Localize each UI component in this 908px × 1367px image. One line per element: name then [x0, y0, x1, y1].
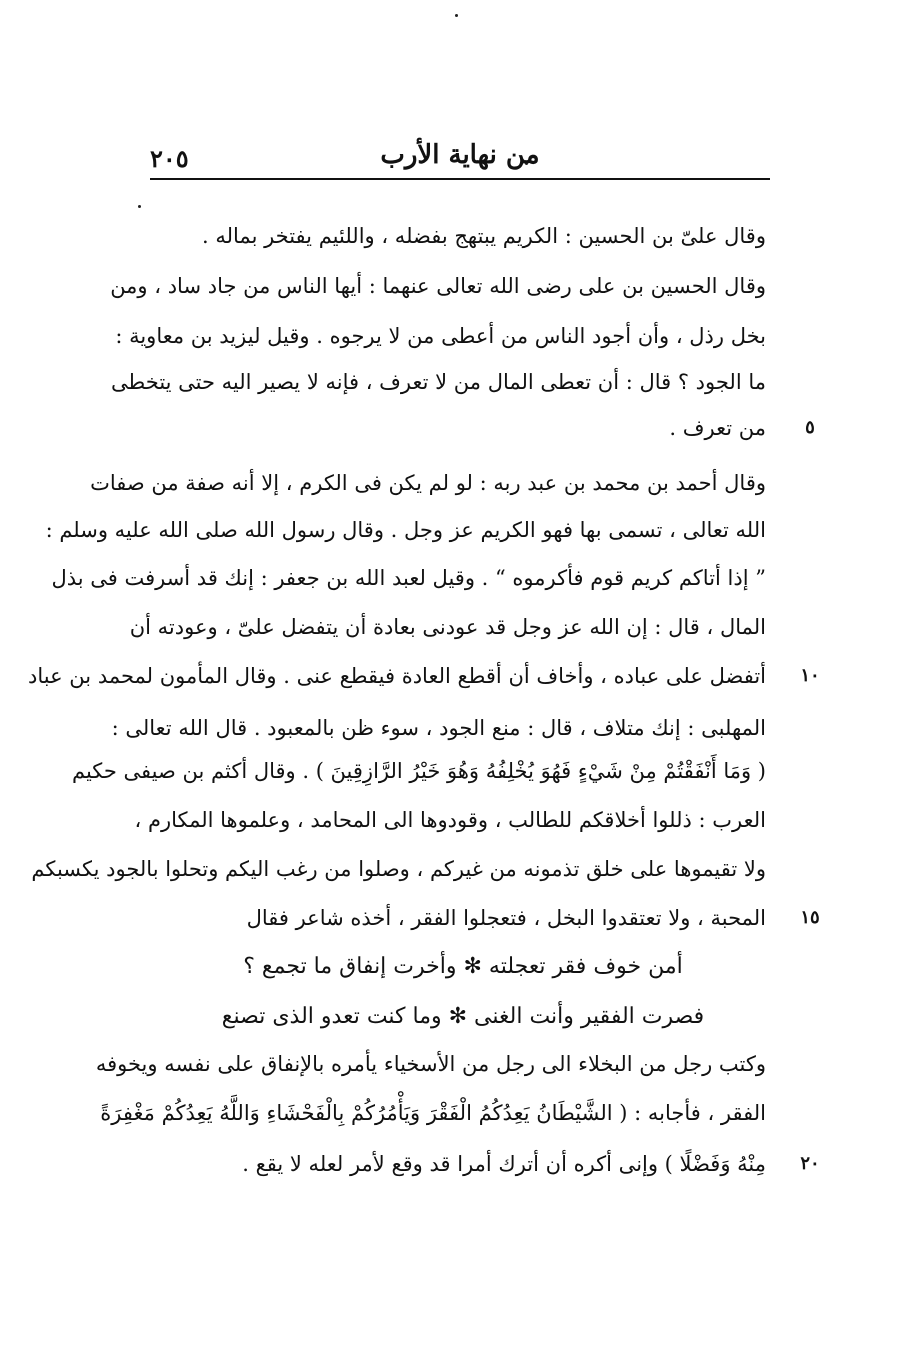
text-line: المال ، قال : إن الله عز وجل قد عودنى بعادة أن يتفضل علىّ ، وعودته أن: [129, 615, 766, 639]
text-line: المهلبى : إنك متلاف ، قال : منع الجود ، سوء ظن بالمعبود . قال الله تعالى :: [111, 716, 766, 740]
text-line: ما الجود ؟ قال : أن تعطى المال من لا تعرف ، فإنه لا يصير اليه حتى يتخطى: [111, 370, 766, 394]
text-line: ولا تقيموها على خلق تذمونه من غيركم ، وصلوا من رغب اليكم وتحلوا بالجود يكسبكم: [31, 857, 766, 881]
verse-line: أمن خوف فقر تعجلته ✻ وأخرت إنفاق ما تجمع ؟: [243, 954, 683, 979]
ink-speck: [138, 205, 141, 208]
text-line: وقال علىّ بن الحسين : الكريم يبتهج بفضله ، واللئيم يفتخر بماله .: [202, 224, 766, 248]
body-text: [28, 0, 766, 1367]
margin-line-number: ٥: [805, 417, 815, 438]
text-line: وقال الحسين بن على رضى الله تعالى عنهما : أيها الناس من جاد ساد ، ومن: [110, 274, 766, 298]
running-title: من نهاية الأرب: [380, 140, 540, 170]
text-line: وكتب رجل من البخلاء الى رجل من الأسخياء يأمره بالإنفاق على نفسه ويخوفه: [95, 1052, 766, 1076]
text-line: مِنْهُ وَفَضْلًا ) وإنى أكره أن أترك أمرا قد وقع لأمر لعله لا يقع .: [242, 1152, 766, 1176]
margin-line-number: ١٥: [800, 907, 820, 928]
text-line: أتفضل على عباده ، وأخاف أن أقطع العادة فيقطع عنى . وقال المأمون لمحمد بن عباد: [28, 664, 766, 688]
text-line: ” إذا أتاكم كريم قوم فأكرموه “ . وقيل لعبد الله بن جعفر : إنك قد أسرفت فى بذل: [51, 566, 766, 590]
page-number: ٢٠٥: [150, 144, 189, 173]
text-line: ( وَمَا أَنْفَقْتُمْ مِنْ شَيْءٍ فَهُوَ يُخْلِفُهُ وَهُوَ خَيْرُ الرَّازِقِينَ ) . وقال أكثم بن صيفى حكيم: [71, 759, 766, 783]
text-line: الله تعالى ، تسمى بها فهو الكريم عز وجل . وقال رسول الله صلى الله عليه وسلم :: [45, 518, 766, 542]
verse-line: فصرت الفقير وأنت الغنى ✻ وما كنت تعدو الذى تصنع: [221, 1004, 705, 1029]
margin-line-number: ٢٠: [800, 1153, 820, 1174]
text-line: العرب : ذللوا أخلاقكم للطالب ، وقودوها الى المحامد ، وعلموها المكارم ،: [134, 808, 766, 832]
text-line: الفقر ، فأجابه : ( الشَّيْطَانُ يَعِدُكُمُ الْفَقْرَ وَيَأْمُرُكُمْ بِالْفَحْشَاءِ وَاللَّهُ يَعِدُكُمْ مَغْفِرَةً: [100, 1101, 766, 1125]
text-line: المحبة ، ولا تعتقدوا البخل ، فتعجلوا الفقر ، أخذه شاعر فقال: [246, 906, 766, 930]
text-line: بخل رذل ، وأن أجود الناس من أعطى من لا يرجوه . وقيل ليزيد بن معاوية :: [115, 324, 766, 348]
text-line: من تعرف .: [669, 416, 766, 440]
margin-line-number: ١٠: [800, 665, 820, 686]
text-line: وقال أحمد بن محمد بن عبد ربه : لو لم يكن فى الكرم ، إلا أنه صفة من صفات: [90, 471, 766, 495]
